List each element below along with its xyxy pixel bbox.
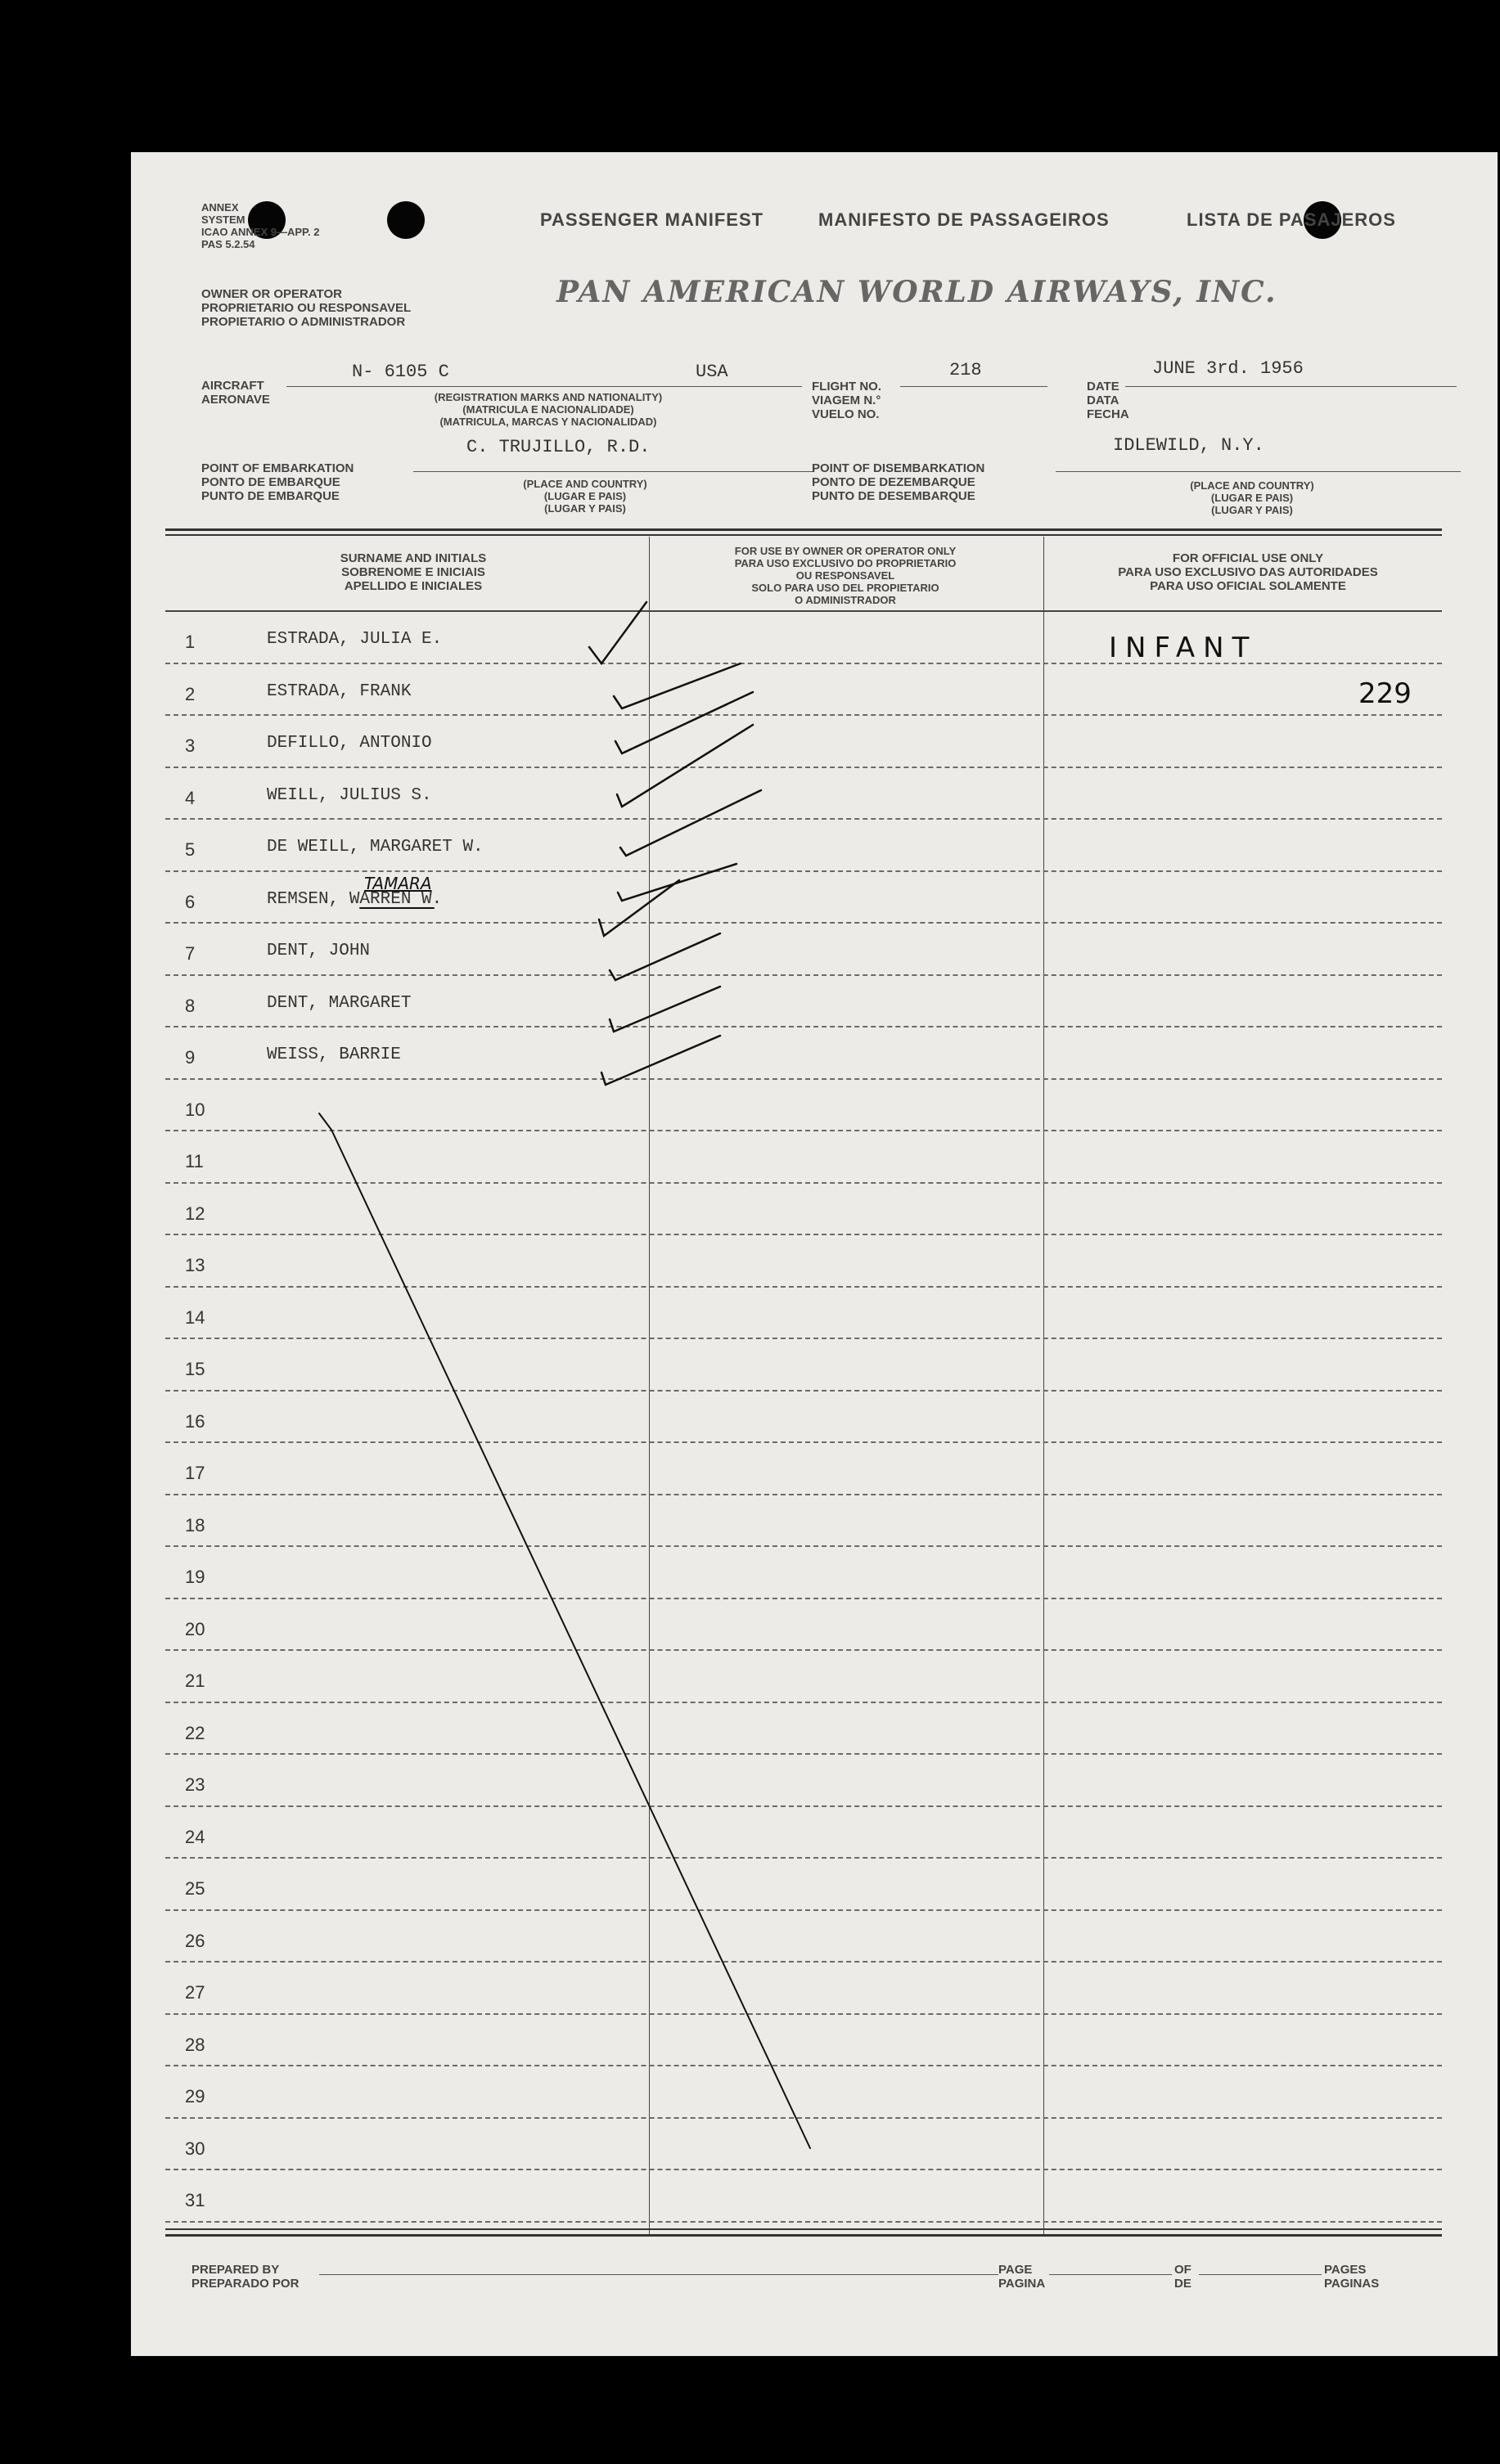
passenger-name: WEISS, BARRIE [267, 1045, 401, 1064]
row-number: 17 [185, 1463, 205, 1483]
row-number: 25 [185, 1878, 205, 1899]
flight-labels: FLIGHT NO. VIAGEM N.° VUELO NO. [812, 380, 881, 421]
note-tamara: TAMARA [364, 874, 432, 893]
note-229: 229 [1358, 677, 1412, 710]
cancel-line [319, 1113, 810, 2148]
row-number: 29 [185, 2086, 205, 2107]
check-mark [610, 933, 720, 980]
row-number: 4 [185, 787, 196, 808]
row-number: 31 [185, 2190, 205, 2210]
title-passenger-manifest: PASSENGER MANIFEST [540, 209, 764, 230]
title-lista: LISTA DE PASAJEROS [1187, 209, 1396, 230]
row-number: 3 [185, 735, 196, 756]
row-number: 13 [185, 1255, 205, 1275]
disembark-labels: POINT OF DISEMBARKATION PONTO DE DEZEMBARQUE PUNTO DE DESEMBARQUE [812, 461, 985, 503]
row-number: 16 [185, 1410, 205, 1432]
title-manifesto: MANIFESTO DE PASSAGEIROS [818, 209, 1110, 230]
row-number: 2 [185, 683, 196, 704]
check-mark [614, 663, 741, 708]
row-number: 18 [185, 1514, 205, 1536]
registration-labels: (REGISTRATION MARKS AND NATIONALITY) (MATRICULA E NACIONALIDADE) (MATRICULA, MARCAS Y NACIONALIDAD) [434, 391, 663, 428]
of-labels: OF DE [1174, 2263, 1191, 2291]
passenger-name: ESTRADA, JULIA E. [267, 630, 443, 649]
note-infant: INFANT [1109, 632, 1258, 664]
column-header-owner-use: FOR USE BY OWNER OR OPERATOR ONLY PARA USO EXCLUSIVO DO PROPRIETARIO OU RESPONSAVEL SOLO PARA USO DEL PROPIETARIO O ADMINISTRADOR [734, 545, 957, 606]
flight-number: 218 [949, 360, 982, 380]
row-number: 6 [185, 891, 196, 912]
check-mark [617, 725, 753, 807]
row-number: 21 [185, 1670, 205, 1691]
aircraft-nationality: USA [696, 362, 728, 382]
row-number: 27 [185, 1982, 205, 2003]
ink-marks [131, 152, 1498, 2356]
embark-labels: POINT OF EMBARKATION PONTO DE EMBARQUE PUNTO DE EMBARQUE [201, 461, 354, 503]
form-reference: ANNEX SYSTEM ICAO ANNEX 9—APP. 2 PAS 5.2.54 [201, 201, 320, 250]
row-number: 8 [185, 995, 196, 1016]
row-number: 9 [185, 1047, 196, 1068]
check-mark [610, 987, 720, 1032]
embark-place-labels: (PLACE AND COUNTRY) (LUGAR E PAIS) (LUGAR Y PAIS) [523, 478, 647, 515]
passenger-name: ESTRADA, FRANK [267, 681, 412, 701]
aircraft-registration: N- 6105 C [352, 362, 449, 382]
aircraft-labels: AIRCRAFT AERONAVE [201, 379, 270, 407]
row-number: 5 [185, 839, 196, 860]
row-number: 12 [185, 1203, 205, 1224]
check-mark [620, 790, 761, 856]
row-number: 28 [185, 2034, 205, 2055]
passenger-name: DENT, JOHN [267, 942, 371, 960]
row-number: 14 [185, 1306, 205, 1328]
embarkation-place: C. TRUJILLO, R.D. [466, 437, 651, 457]
disembarkation-place: IDLEWILD, N.Y. [1113, 435, 1264, 456]
row-number: 26 [185, 1930, 205, 1951]
check-mark [589, 602, 646, 663]
manifest-page [131, 152, 1498, 2356]
column-header-official-use: FOR OFFICIAL USE ONLY PARA USO EXCLUSIVO DAS AUTORIDADES PARA USO OFICIAL SOLAMENTE [1118, 551, 1378, 593]
flight-date: JUNE 3rd. 1956 [1152, 358, 1304, 379]
row-number: 24 [185, 1826, 205, 1847]
row-number: 11 [185, 1151, 204, 1171]
row-number: 1 [185, 632, 196, 652]
column-header-surname: SURNAME AND INITIALS SOBRENOME E INICIAIS APELLIDO E INICIALES [340, 551, 487, 593]
passenger-name: DE WEILL, MARGARET W. [267, 838, 484, 857]
page-labels: PAGE PAGINA [998, 2263, 1046, 2291]
row-number: 22 [185, 1722, 205, 1743]
pages-labels: PAGES PAGINAS [1324, 2263, 1380, 2291]
row-number: 15 [185, 1359, 205, 1379]
passenger-name: DEFILLO, ANTONIO [267, 734, 432, 753]
prepared-by-labels: PREPARED BY PREPARADO POR [191, 2263, 300, 2291]
company-name: PAN AMERICAN WORLD AIRWAYS, INC. [556, 275, 1277, 309]
disembark-place-labels: (PLACE AND COUNTRY) (LUGAR E PAIS) (LUGAR Y PAIS) [1190, 479, 1314, 516]
passenger-name: REMSEN, WARREN W. [267, 889, 443, 909]
row-number: 23 [185, 1774, 205, 1795]
row-number: 30 [185, 2138, 205, 2159]
passenger-name: DENT, MARGARET [267, 993, 412, 1013]
check-mark [599, 880, 679, 936]
check-mark [601, 1036, 720, 1085]
passenger-name: WEILL, JULIUS S. [267, 785, 432, 805]
date-labels: DATE DATA FECHA [1087, 380, 1129, 421]
row-number: 19 [185, 1567, 205, 1587]
row-number: 10 [185, 1099, 205, 1120]
owner-labels: OWNER OR OPERATOR PROPRIETARIO OU RESPONSAVEL PROPIETARIO O ADMINISTRADOR [201, 287, 412, 329]
row-number: 20 [185, 1618, 205, 1639]
check-mark [615, 692, 753, 753]
row-number: 7 [185, 943, 196, 964]
